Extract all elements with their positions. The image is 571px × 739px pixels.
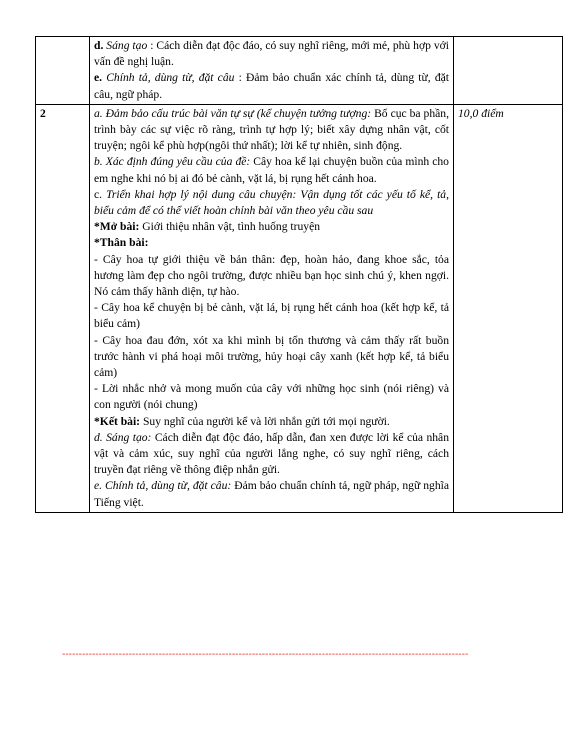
criterion-d bbox=[94, 38, 449, 70]
criterion-e bbox=[94, 70, 449, 102]
table-row bbox=[36, 104, 563, 512]
score-value: 10,0 điểm bbox=[458, 106, 504, 120]
section-text: Giới thiệu nhân vật, tình huống truyện bbox=[139, 220, 321, 234]
list-item: - Lời nhắc nhở và mong muốn của cây với những học sinh (nói riêng) và con người (nói chung) bbox=[94, 382, 449, 412]
than-bai-label: *Thân bài: bbox=[94, 236, 149, 250]
criterion-c bbox=[94, 187, 449, 219]
criterion-text: Cách diễn đạt độc đáo, hấp dẫn, đan xen được lời kể của nhân vật và cảm xúc, suy nghĩ của người lắng nghe, có suy nghĩ riêng, cách truyền đạt riêng về thông điệp nhắn gửi. bbox=[94, 430, 449, 477]
list-item: - Cây hoa đau đớn, xót xa khi mình bị tổn thương và cảm thấy rất buồn trước hành vi phá hoại môi trường, hủy hoại cây xanh (kết hợp kể, tả biểu cảm) bbox=[94, 333, 449, 380]
table-row bbox=[36, 37, 563, 105]
list-item: - Cây hoa tự giới thiệu về bản thân: đẹp, hoàn hảo, đang khoe sắc, tỏa hương làm đẹp cho ngôi trường, được nhiều bạn học sinh chú ý, khen ngợi. Nó cảm thấy hãnh diện, tự hào. bbox=[94, 252, 449, 299]
number-cell bbox=[36, 37, 90, 105]
content-cell bbox=[90, 37, 454, 105]
criterion-title: b. Xác định đúng yêu cầu của đề: bbox=[94, 155, 251, 169]
score-cell bbox=[454, 37, 563, 105]
section-label: *Kết bài: bbox=[94, 414, 141, 428]
criterion-title: Sáng tạo bbox=[103, 39, 148, 52]
criterion-title: Chính tả, dùng từ, đặt câu bbox=[102, 71, 235, 85]
criterion-e bbox=[94, 478, 449, 510]
score-cell bbox=[454, 104, 563, 512]
criterion-d bbox=[94, 430, 449, 479]
grading-table bbox=[35, 36, 563, 513]
criterion-text: Bố cục ba phần, trình bày các sự việc rõ ràng, trình tự hợp lý; biết xây dựng nhân vật, cốt truyện; ngôi kể phù hợp(ngôi thứ nhất); lời kể tự nhiên, sinh động. bbox=[94, 106, 449, 153]
footer-divider: -------------------------------------------------------------------------------------------------------------------------- bbox=[62, 649, 469, 660]
criterion-text: : Cách diễn đạt độc đáo, có suy nghĩ riêng, mới mẻ, phù hợp với vấn đề nghị luận. bbox=[94, 39, 449, 69]
criterion-a bbox=[94, 106, 449, 155]
list-item: - Cây hoa kể chuyện bị bẻ cành, vặt lá, bị rụng hết cánh hoa (kết hợp kể, tả biểu cảm) bbox=[94, 301, 449, 331]
criterion-text: : Đảm bảo chuẩn xác chính tả, dùng từ, đặt câu, ngữ pháp. bbox=[94, 71, 450, 101]
criterion-label: c. bbox=[94, 187, 103, 201]
criterion-title: e. Chính tả, dùng từ, đặt câu: bbox=[94, 479, 232, 493]
criterion-b bbox=[94, 154, 449, 186]
criterion-text: Đảm bảo chuẩn chính tả, ngữ pháp, ngữ nghĩa Tiếng việt. bbox=[94, 479, 450, 509]
criterion-label: e. bbox=[94, 71, 103, 85]
criterion-label: d. bbox=[94, 39, 104, 52]
criterion-title: d. Sáng tạo: bbox=[94, 430, 152, 444]
criterion-text: Cây hoa kể lại chuyện buồn của mình cho em nghe khi nó bị ai đó bẻ cành, vặt lá, bị rụng hết cánh hoa. bbox=[94, 155, 449, 185]
criterion-title: a. Đảm bảo cấu trúc bài văn tự sự (kể chuyện tưởng tượng: bbox=[94, 106, 372, 120]
number-cell bbox=[36, 104, 90, 512]
content-cell bbox=[90, 104, 454, 512]
mo-bai bbox=[94, 219, 449, 235]
ket-bai bbox=[94, 414, 449, 430]
criterion-text: Triển khai hợp lý nội dung câu chuyện: Vận dụng tốt các yếu tố kể, tả, biểu cảm để có thể viết hoàn chỉnh bài văn theo yêu cầu sau bbox=[94, 187, 449, 218]
question-number: 2 bbox=[40, 106, 46, 120]
section-text: Suy nghĩ của người kể và lời nhắn gửi tới mọi người. bbox=[140, 414, 390, 428]
section-label: *Mở bài: bbox=[94, 220, 140, 234]
